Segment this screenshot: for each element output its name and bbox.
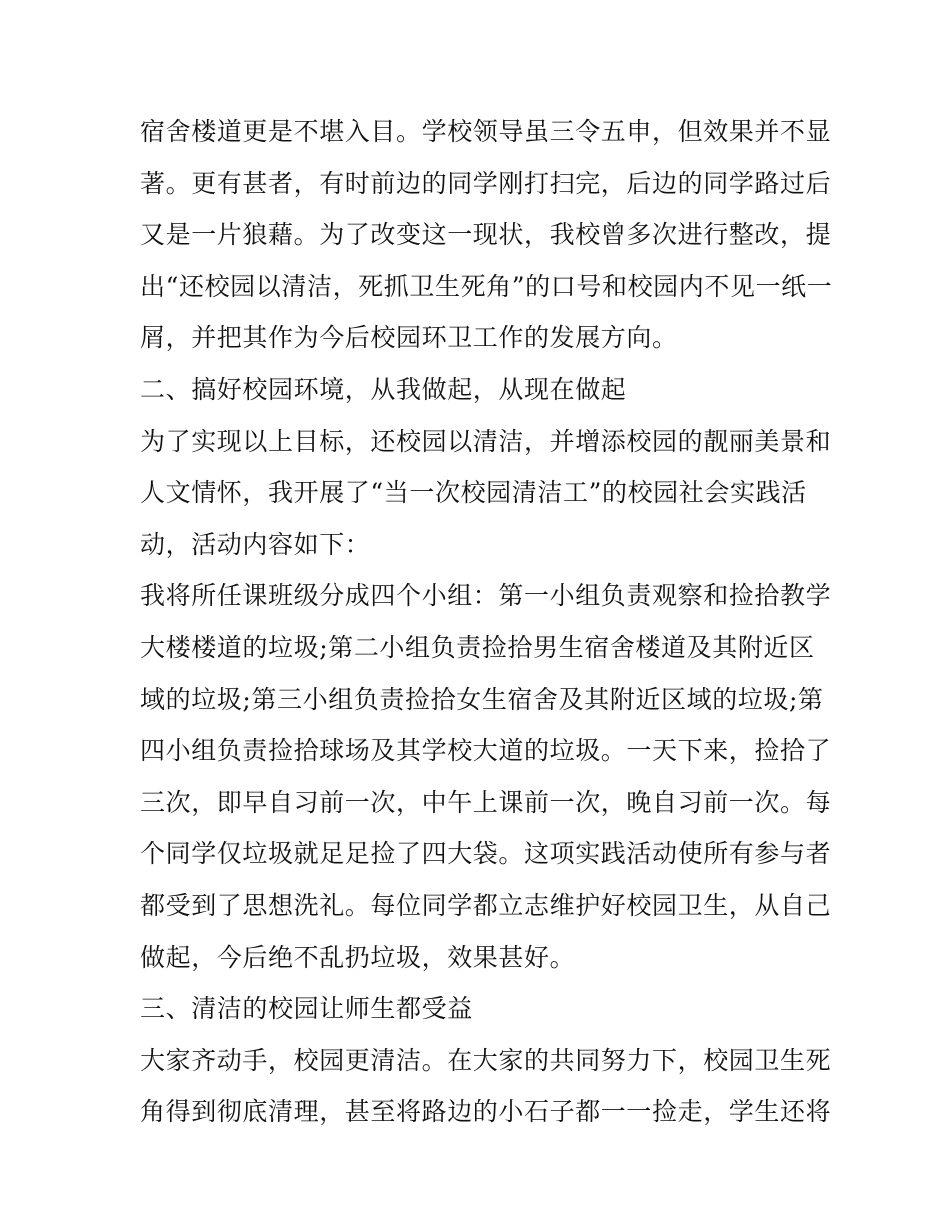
text-line: 都受到了思想洗礼。每位同学都立志维护好校园卫生，从自己 xyxy=(140,890,832,920)
text-line: 出“还校园以清洁，死抓卫生死角”的口号和校园内不见一纸一 xyxy=(140,271,833,301)
text-line: 个同学仅垃圾就足足捡了四大袋。这项实践活动使所有参与者 xyxy=(140,839,832,869)
text-line: 四小组负责捡拾球场及其学校大道的垃圾。一天下来，捡拾了 xyxy=(140,736,832,766)
text-line: 做起，今后绝不乱扔垃圾，效果甚好。 xyxy=(140,942,576,972)
text-line: 屑，并把其作为今后校园环卫工作的发展方向。 xyxy=(140,323,678,353)
text-line: 著。更有甚者，有时前边的同学刚打扫完，后边的同学路过后 xyxy=(140,168,832,198)
section-heading: 三、清洁的校园让师生都受益 xyxy=(140,994,473,1024)
text-line: 大家齐动手，校园更清洁。在大家的共同努力下，校园卫生死 xyxy=(140,1045,832,1075)
text-line: 为了实现以上目标，还校园以清洁，并增添校园的靓丽美景和 xyxy=(140,426,832,456)
text-line: 人文情怀，我开展了“当一次校园清洁工”的校园社会实践活 xyxy=(140,478,807,508)
text-line: 角得到彻底清理，甚至将路边的小石子都一一捡走，学生还将 xyxy=(140,1097,832,1127)
document-body xyxy=(140,106,833,1138)
text-line: 又是一片狼藉。为了改变这一现状，我校曾多次进行整改，提 xyxy=(140,220,832,250)
text-line: 大楼楼道的垃圾;第二小组负责捡拾男生宿舍楼道及其附近区 xyxy=(140,632,815,662)
section-heading: 二、搞好校园环境，从我做起，从现在做起 xyxy=(140,374,627,404)
text-line: 三次，即早自习前一次，中午上课前一次，晚自习前一次。每 xyxy=(140,787,832,817)
text-line: 域的垃圾;第三小组负责捡拾女生宿舍及其附近区域的垃圾;第 xyxy=(140,684,824,714)
text-line: 我将所任课班级分成四个小组：第一小组负责观察和捡拾教学 xyxy=(140,581,832,611)
text-line: 动，活动内容如下： xyxy=(140,529,371,559)
text-line: 宿舍楼道更是不堪入目。学校领导虽三令五申，但效果并不显 xyxy=(140,117,832,146)
